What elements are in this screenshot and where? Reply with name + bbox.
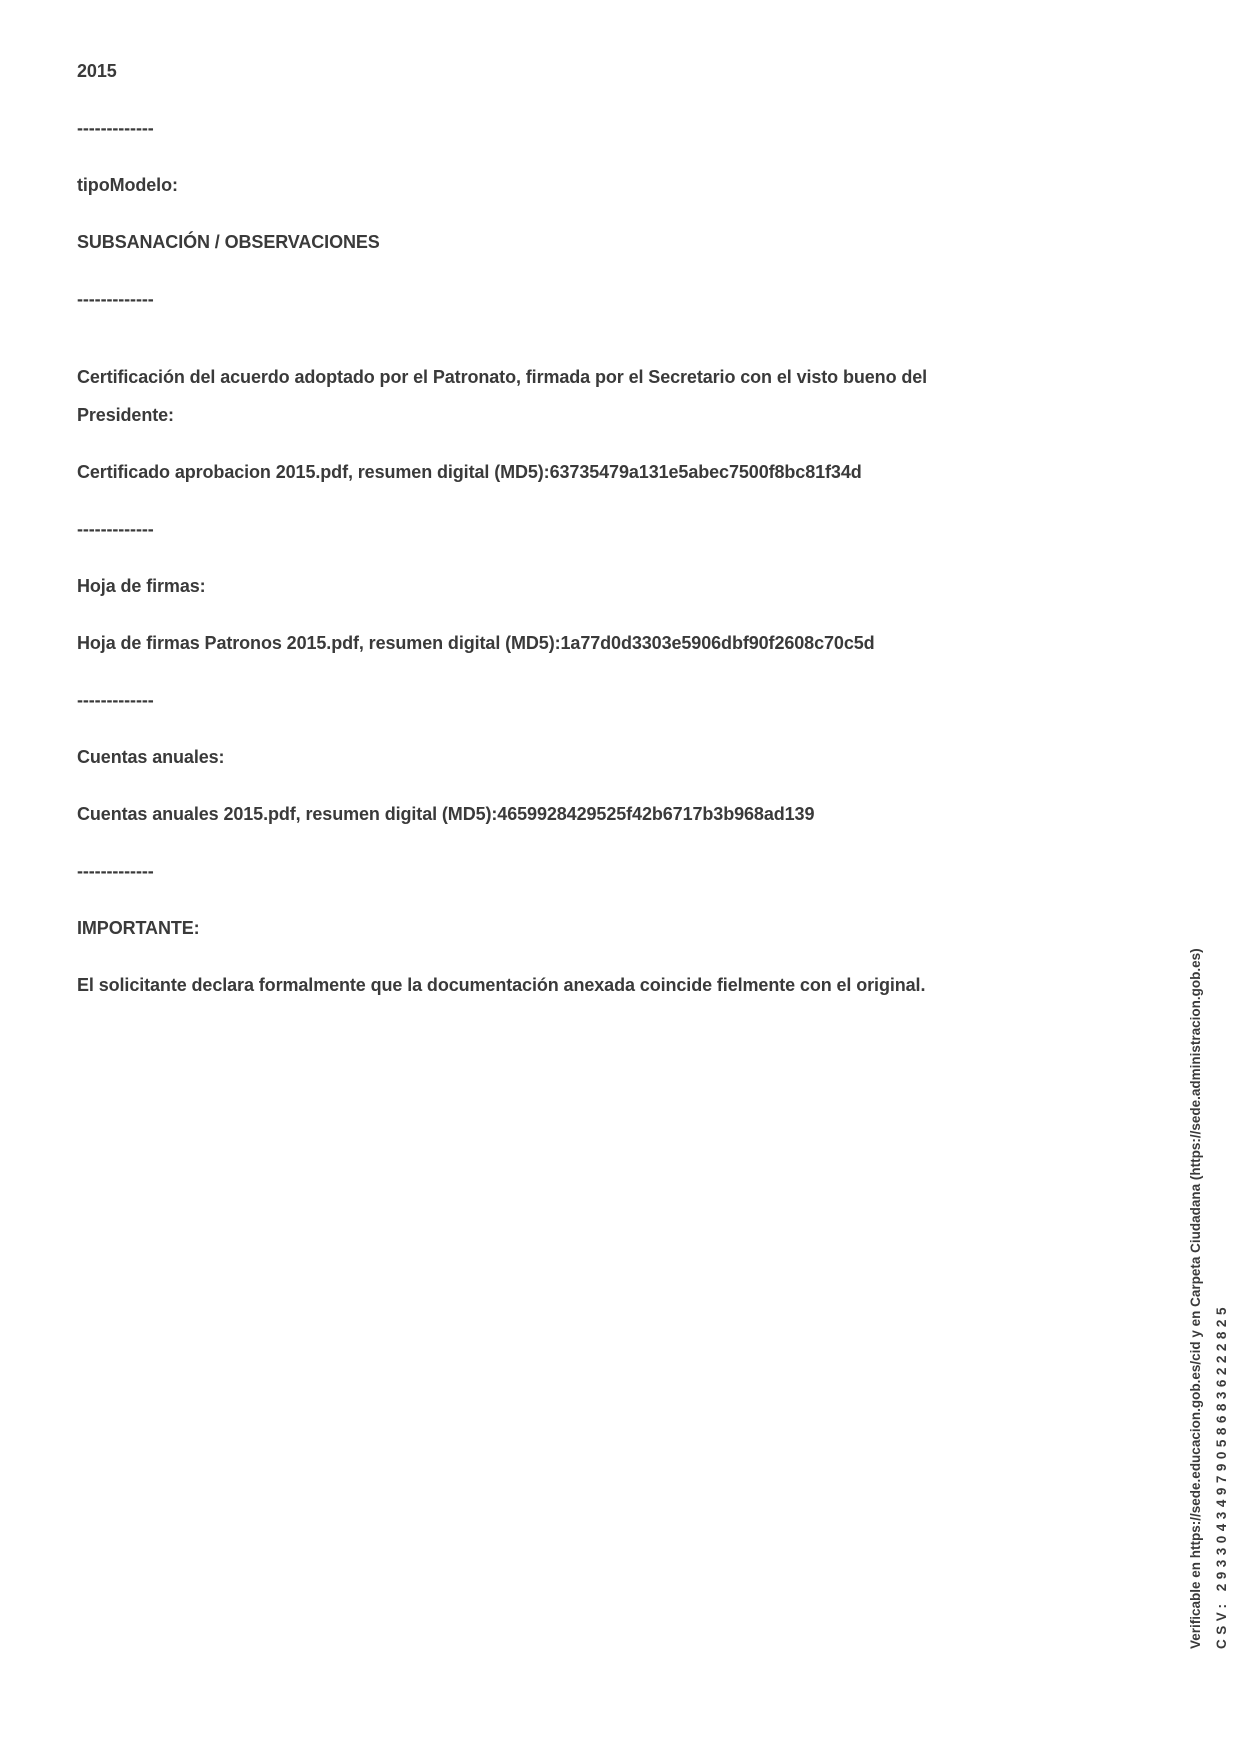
importante-heading: IMPORTANTE: (77, 918, 200, 938)
certificacion-heading-line1: Certificación del acuerdo adoptado por el Patronato, firmada por el Secretario con el visto bueno del (77, 367, 928, 387)
separator-dashes: ------------- (77, 690, 154, 710)
certificado-file-digest: Certificado aprobacion 2015.pdf, resumen digital (MD5):63735479a131e5abec7500f8bc81f34d (77, 462, 862, 482)
hoja-firmas-file-digest: Hoja de firmas Patronos 2015.pdf, resumen digital (MD5):1a77d0d3303e5906dbf90f2608c70c5d (77, 633, 875, 653)
importante-declaration: El solicitante declara formalmente que la documentación anexada coincide fielmente con el original. (77, 975, 926, 995)
separator-dashes: ------------- (77, 289, 154, 309)
separator-dashes: ------------- (77, 861, 154, 881)
hoja-firmas-heading: Hoja de firmas: (77, 576, 206, 596)
year-heading: 2015 (77, 61, 117, 81)
separator-dashes: ------------- (77, 118, 154, 138)
document-body (77, 52, 1087, 1023)
cuentas-anuales-file-digest: Cuentas anuales 2015.pdf, resumen digital (MD5):4659928429525f42b6717b3b968ad139 (77, 804, 815, 824)
certificacion-heading-line2: Presidente: (77, 405, 174, 425)
verification-sidebar (1183, 839, 1235, 1649)
separator-dashes: ------------- (77, 519, 154, 539)
verification-url-line: Verificable en https://sede.educacion.gob.es/cid y en Carpeta Ciudadana (https://sede.administracion.gob.es) (1188, 948, 1203, 1649)
verification-csv-line: CSV: 293304349790586836222825 (1214, 1303, 1229, 1649)
tipo-modelo-value: SUBSANACIÓN / OBSERVACIONES (77, 232, 380, 252)
certificacion-heading (77, 358, 1087, 434)
cuentas-anuales-heading: Cuentas anuales: (77, 747, 225, 767)
tipo-modelo-label: tipoModelo: (77, 175, 178, 195)
